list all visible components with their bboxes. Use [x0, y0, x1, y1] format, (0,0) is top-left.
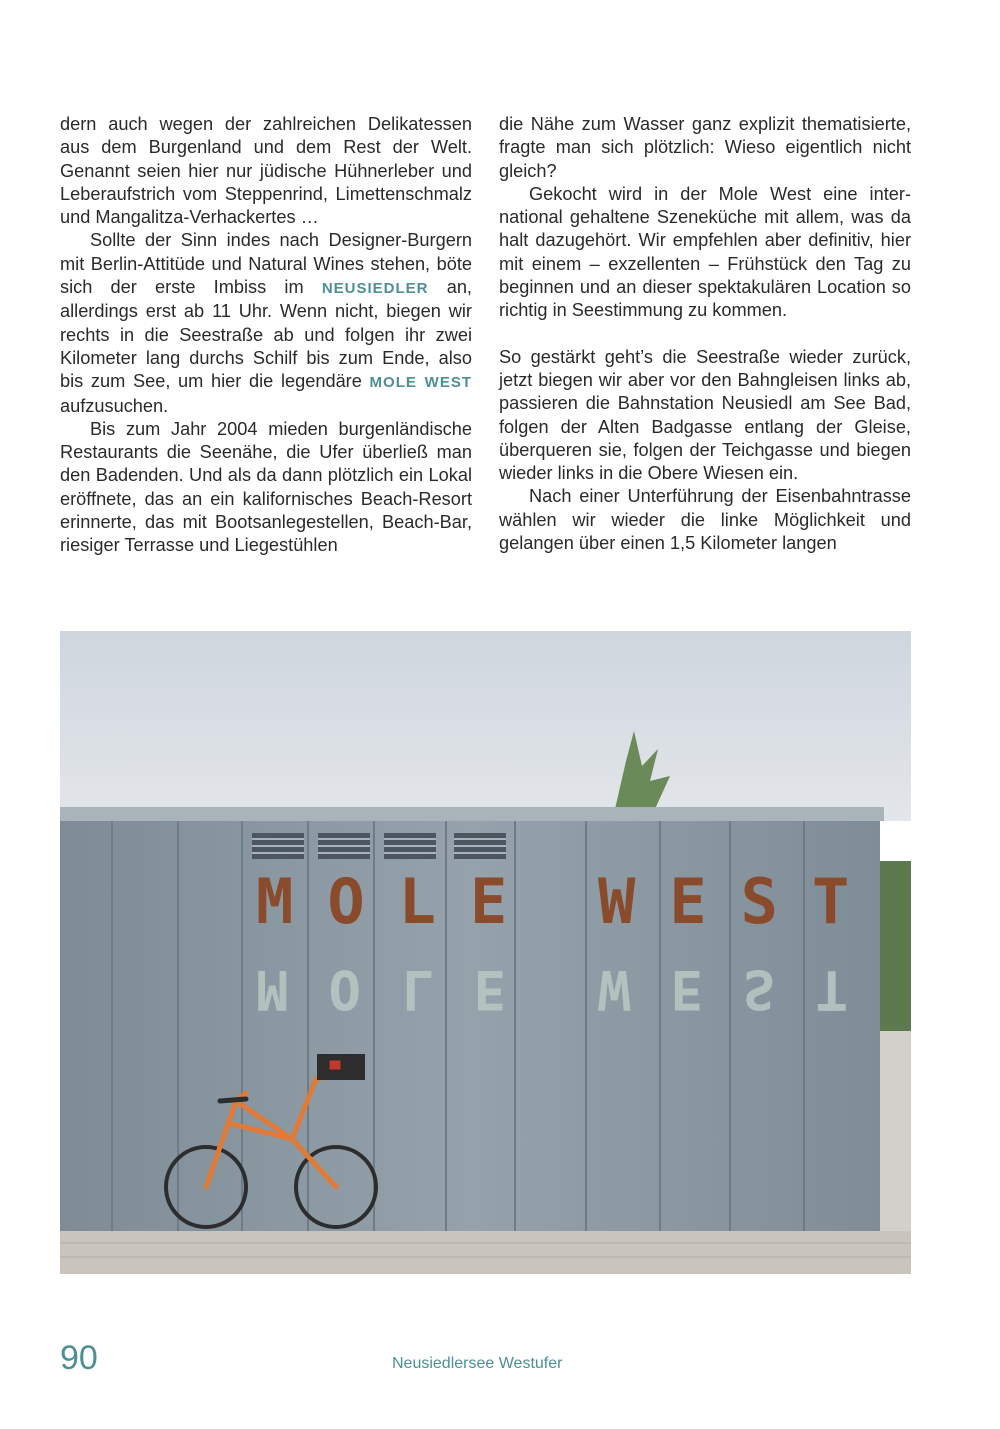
paragraph: dern auch wegen der zahlreichen Delikatessen aus dem Burgenland und dem Rest der Welt. Genannt seien hier nur jüdische Hühnerleber und Leberaufstrich vom Steppenrind, Limettenschmalz und Mangalitza-Verhackertes …	[60, 114, 472, 228]
paragraph	[60, 229, 472, 417]
text-run: Sollte der Sinn indes nach Designer-Burgern mit Berlin-Attitüde und Natural Wines stehen, böte sich der erste Imbiss im	[60, 230, 472, 298]
sky	[60, 631, 911, 821]
sign-west-reflection: WEST	[598, 958, 889, 1021]
running-footer-title: Neusiedlersee Westufer	[392, 1355, 563, 1372]
paragraph: So gestärkt geht’s die Seestraße wieder zurück, jetzt biegen wir aber vor den Bahngleisen links ab, passieren die Bahnstation Neusiedl am See Bad, folgen der Alten Badgasse entlang der Gleise, überqueren sie, folgen der Teichgasse und biegen wieder links in die Obere Wiesen ein.	[499, 346, 911, 484]
paragraph: Bis zum Jahr 2004 mieden burgenländische Restaurants die Seenähe, die Ufer überließ man den Badenden. Und als da dann plötzlich ein Lokal eröffnete, das an ein kalifornisches Beach-Resort erinnerte, das mit Bootsanlegestellen, Beach-Bar, riesiger Terrasse und Liegestühlen	[60, 418, 472, 556]
sign-mole-reflection: MOLE	[256, 958, 547, 1021]
right-ground-wall	[875, 1031, 911, 1231]
text-run: aufzusuchen.	[60, 395, 169, 416]
roof-edge	[60, 807, 884, 821]
pavement	[60, 1231, 911, 1274]
paragraph: die Nähe zum Wasser ganz explizit thematisierte, fragte man sich plötzlich: Wieso eigentlich nicht gleich?	[499, 114, 911, 181]
paragraph: Nach einer Unterführung der Eisenbahntrasse wählen wir wieder die linke Möglichkeit und gelangen über einen 1,5 Kilometer langen	[499, 486, 911, 554]
text-run: an, allerdings erst ab 11 Uhr. Wenn nicht, biegen wir rechts in die Seestraße ab und folgen ihr zwei Kilometer lang durchs Schilf bis zum Ende, also bis zum See, um hier die legendäre	[60, 277, 472, 392]
photo-mole-west-building	[60, 631, 911, 1274]
sign-mole: MOLE	[256, 865, 542, 938]
page-number: 90	[60, 1339, 98, 1377]
highlight-mole-west: MOLE WEST	[369, 374, 472, 392]
text-column-left	[60, 113, 472, 558]
text-column-right	[499, 113, 911, 555]
paragraph: Gekocht wird in der Mole West eine international gehaltene Szeneküche mit allem, was da halt dazugehört. Wir empfehlen aber definitiv, hier mit einem – exzellenten – Frühstück den Tag zu beginnen und an dieser spektakulären Location so richtig in Seestimmung zu kommen.	[499, 183, 911, 321]
sign-west: WEST	[598, 865, 884, 938]
highlight-neusiedler: NEUSIEDLER	[321, 280, 429, 298]
